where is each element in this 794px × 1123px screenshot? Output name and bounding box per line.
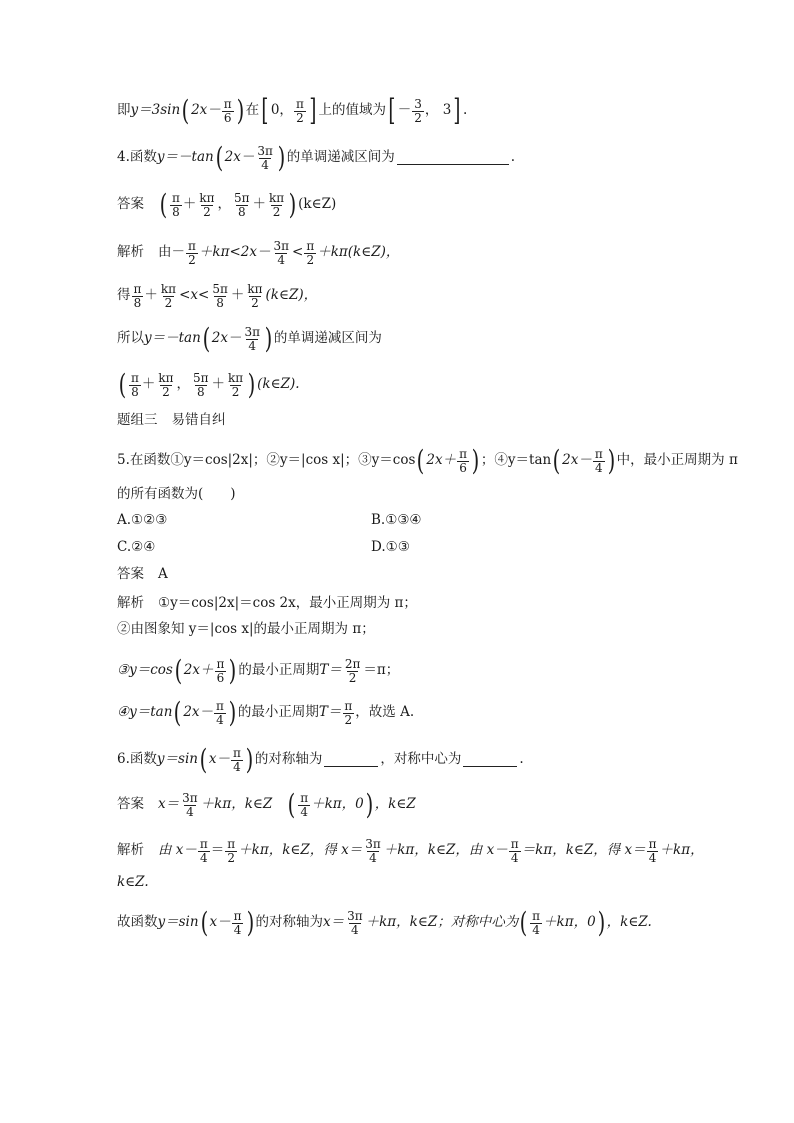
answer-blank — [324, 754, 378, 767]
open-paren: ( — [519, 905, 528, 939]
math-text: ， 3 — [424, 102, 452, 119]
answer-label: 答案 — [117, 196, 144, 213]
math-text: k∈Z. — [117, 874, 149, 890]
fraction — [457, 448, 469, 474]
open-paren: ( — [287, 787, 296, 821]
close-paren: ) — [597, 905, 606, 939]
text: 上的值域为 — [318, 102, 387, 119]
close-bracket: ] — [453, 93, 461, 129]
numerator: π — [216, 657, 225, 671]
math-text: ＋ — [182, 196, 197, 213]
denominator: 8 — [133, 295, 142, 310]
denominator: 8 — [237, 204, 246, 219]
question-5-options-row-1 — [117, 514, 677, 528]
denominator: 2 — [272, 204, 281, 219]
text: 的单调递减区间为 — [286, 149, 395, 166]
math-text: <x< — [179, 287, 210, 304]
fraction — [222, 98, 234, 124]
fraction — [210, 283, 230, 309]
question-4-solution-3 — [117, 321, 382, 355]
math-text: y＝sin — [157, 914, 199, 931]
section-heading — [117, 414, 226, 428]
fraction — [197, 192, 216, 218]
math-text: 5.在函数①y＝cos|2x|；②y＝|cos x|；③y＝cos — [117, 452, 416, 469]
denominator: 4 — [594, 460, 603, 475]
close-paren: ) — [264, 321, 273, 355]
fraction — [593, 448, 605, 474]
math-text: ＋kπ，k∈Z；对称中心为 — [365, 914, 519, 931]
fraction — [159, 283, 178, 309]
solution-label: 解析 — [117, 595, 144, 611]
text: . — [510, 149, 516, 166]
denominator: 2 — [188, 252, 196, 267]
fraction — [294, 98, 306, 124]
question-4-solution-1 — [117, 240, 399, 266]
numerator: π — [233, 909, 242, 923]
denominator: 4 — [510, 850, 519, 865]
open-paren: ( — [215, 140, 223, 174]
math-text: (k∈Z)， — [265, 287, 318, 304]
question-5-solution-1 — [117, 597, 417, 611]
denominator: 8 — [172, 204, 180, 219]
denominator: 2 — [162, 384, 170, 399]
fraction — [191, 372, 211, 398]
solution-label: 解析 — [117, 842, 144, 859]
numerator: kπ — [228, 371, 244, 385]
fraction — [132, 283, 144, 309]
math-text: x－ — [209, 914, 231, 931]
text: 6.函数 — [117, 751, 157, 768]
math-text: ＝ — [210, 842, 225, 859]
numerator: kπ — [158, 371, 174, 385]
fraction — [198, 838, 210, 864]
text: . — [463, 102, 468, 119]
fraction — [245, 283, 264, 309]
denominator: 4 — [216, 712, 224, 727]
option-d[interactable]: D.①③ — [371, 539, 410, 555]
question-6-solution-2 — [117, 876, 149, 890]
question-4-solution-4 — [117, 367, 300, 401]
numerator: kπ — [269, 191, 285, 205]
answer-label: 答案 — [117, 566, 144, 582]
numerator: 3π — [244, 325, 260, 339]
math-text: ＝kπ，k∈Z，得 x＝ — [521, 842, 646, 859]
answer-label: 答案 — [117, 796, 144, 813]
math-text: T＝ — [319, 662, 342, 679]
math-text: y＝－tan — [156, 149, 214, 166]
denominator: 4 — [248, 338, 257, 353]
numerator: π — [295, 97, 304, 111]
math-text: 2x－ — [224, 149, 255, 166]
math-text: ①y＝cos|2x|＝cos 2x，最小正周期为 π； — [158, 595, 417, 611]
numerator: π — [300, 791, 309, 805]
close-paren: ) — [288, 187, 297, 221]
numerator: 3π — [182, 791, 198, 805]
numerator: 2π — [344, 657, 361, 671]
math-text: ；④y＝tan — [480, 452, 552, 469]
open-paren: ( — [174, 653, 183, 687]
math-text: 2x－ — [191, 102, 221, 119]
math-text: T＝ — [318, 704, 342, 721]
denominator: 8 — [196, 384, 205, 399]
fraction — [226, 372, 245, 398]
text: 4.函数 — [117, 149, 157, 166]
question-4-answer — [117, 187, 337, 221]
question-6-answer — [117, 787, 416, 821]
numerator: π — [216, 699, 224, 713]
math-text: ＋kπ，k∈Z — [200, 796, 273, 813]
math-text: x＝ — [322, 914, 345, 931]
numerator: π — [648, 837, 657, 851]
text: 所以 — [117, 330, 144, 347]
denominator: 2 — [231, 384, 240, 399]
fraction — [363, 838, 383, 864]
denominator: 8 — [131, 384, 139, 399]
denominator: 6 — [223, 110, 232, 125]
math-text: 2x＋ — [426, 452, 457, 469]
math-text: y＝－tan — [144, 330, 201, 347]
math-text: ， — [176, 376, 190, 393]
numerator: 3π — [257, 144, 273, 158]
denominator: 2 — [344, 712, 353, 727]
open-paren: ( — [200, 905, 208, 939]
numerator: 3π — [347, 909, 363, 923]
fraction — [647, 838, 659, 864]
denominator: 4 — [277, 252, 286, 267]
numerator: π — [344, 699, 353, 713]
math-text: ＋kπ，k∈Z，由 x－ — [383, 842, 508, 859]
option-c[interactable]: C.②④ — [117, 539, 156, 555]
denominator: 2 — [306, 252, 315, 267]
fraction — [271, 240, 291, 266]
numerator: 5π — [212, 282, 228, 296]
numerator: π — [223, 97, 232, 111]
fraction — [242, 326, 262, 352]
fraction — [156, 372, 175, 398]
text: ，故选 A. — [355, 704, 415, 721]
fraction — [232, 910, 244, 936]
option-a[interactable]: A.①②③ — [117, 512, 168, 528]
math-text: ③y＝cos — [117, 662, 173, 679]
denominator: 2 — [251, 295, 259, 310]
fraction — [214, 700, 226, 726]
math-text: x－ — [208, 751, 231, 768]
math-text: 2x＋ — [183, 662, 214, 679]
math-text: y＝3sin — [130, 102, 181, 119]
text: 的对称轴为 — [254, 751, 323, 768]
denominator: 4 — [261, 157, 269, 172]
denominator: 4 — [200, 850, 208, 865]
math-text: ＋ — [230, 287, 245, 304]
text: 即 — [117, 102, 131, 119]
text: 故函数 — [117, 914, 158, 931]
math-text: － — [397, 102, 412, 119]
numerator: kπ — [247, 282, 263, 296]
question-5-options-row-2 — [117, 541, 677, 555]
fraction — [267, 192, 286, 218]
close-paren: ) — [228, 695, 237, 729]
text: 的最小正周期 — [237, 704, 319, 721]
math-text: ＋ — [252, 196, 267, 213]
math-text: ，k∈Z. — [606, 914, 652, 931]
numerator: 5π — [234, 191, 250, 205]
open-paren: ( — [202, 321, 211, 355]
math-text: ， — [217, 196, 231, 213]
denominator: 4 — [532, 922, 540, 937]
denominator: 4 — [369, 850, 377, 865]
close-paren: ) — [607, 443, 616, 477]
denominator: 4 — [186, 804, 194, 819]
question-6-solution-1 — [117, 838, 704, 864]
fraction — [298, 792, 310, 818]
text: 的对称轴为 — [255, 914, 323, 931]
math-text: < — [292, 244, 304, 261]
fraction — [304, 240, 316, 266]
math-text: ＋ — [211, 376, 226, 393]
numerator: π — [130, 371, 139, 385]
numerator: π — [227, 837, 236, 851]
math-text: (k∈Z) — [298, 196, 337, 213]
question-5-line-2 — [117, 488, 236, 502]
math-text: 2x－ — [211, 330, 242, 347]
math-text: (k∈Z). — [257, 376, 300, 393]
numerator: 3π — [365, 837, 381, 851]
denominator: 2 — [414, 110, 422, 125]
section-title: 易错自纠 — [171, 412, 226, 428]
fraction — [509, 838, 521, 864]
text: 的单调递减区间为 — [273, 330, 382, 347]
fraction — [232, 192, 252, 218]
fraction — [180, 792, 200, 818]
open-paren: ( — [159, 187, 168, 221]
fraction — [129, 372, 141, 398]
numerator: π — [532, 909, 541, 923]
text: 的最小正周期 — [238, 662, 320, 679]
open-paren: ( — [174, 695, 182, 729]
fraction — [170, 192, 182, 218]
math-text: ，k∈Z — [374, 796, 416, 813]
close-paren: ) — [277, 140, 286, 174]
denominator: 4 — [233, 759, 241, 774]
range-result-line — [117, 93, 468, 129]
close-paren: ) — [236, 93, 244, 127]
open-paren: ( — [199, 742, 208, 776]
math-text: ＋kπ，k∈Z，得 x＝ — [238, 842, 363, 859]
denominator: 2 — [227, 850, 236, 865]
math-text: 0， — [270, 102, 293, 119]
fraction — [215, 658, 227, 684]
math-text: ＋kπ，0 — [311, 796, 364, 813]
text: 中，最小正周期为 π — [616, 452, 738, 469]
question-5-solution-3 — [117, 653, 400, 687]
question-6-solution-3 — [117, 905, 652, 939]
denominator: 6 — [459, 460, 467, 475]
fraction — [530, 910, 542, 936]
open-paren: ( — [417, 443, 425, 477]
fraction — [225, 838, 237, 864]
numerator: kπ — [199, 191, 215, 205]
math-text: ＋ — [144, 287, 158, 304]
numerator: kπ — [160, 282, 177, 296]
fraction — [231, 747, 243, 773]
question-4-solution-2 — [117, 283, 317, 309]
numerator: π — [188, 239, 196, 253]
math-text: ②由图象知 y＝|cos x|的最小正周期为 π； — [117, 621, 375, 637]
close-paren: ) — [365, 787, 374, 821]
numerator: π — [594, 447, 603, 461]
answer-blank — [463, 754, 517, 767]
text: ，对称中心为 — [380, 751, 462, 768]
numerator: π — [510, 837, 519, 851]
numerator: π — [306, 239, 315, 253]
section-label: 题组三 — [117, 412, 158, 428]
denominator: 2 — [348, 670, 357, 685]
denominator: 4 — [300, 804, 308, 819]
numerator: 3π — [273, 239, 289, 253]
answer-value: A — [158, 566, 168, 582]
fraction — [255, 145, 275, 171]
solution-label: 解析 — [117, 244, 144, 261]
math-text: 由 x－ — [158, 842, 197, 859]
math-text: ＋kπ(k∈Z)， — [317, 244, 400, 261]
math-text: 2x－ — [562, 452, 592, 469]
open-paren: ( — [552, 443, 561, 477]
math-text: ＋ — [141, 376, 156, 393]
numerator: 5π — [193, 371, 209, 385]
open-paren: ( — [118, 367, 127, 401]
numerator: π — [171, 191, 180, 205]
question-5 — [117, 443, 738, 477]
question-5-solution-2 — [117, 623, 375, 637]
fraction — [343, 658, 363, 684]
open-paren: ( — [181, 93, 190, 127]
math-text: ＋kπ，0 — [543, 914, 596, 931]
math-text: 由－ — [158, 244, 185, 261]
close-paren: ) — [247, 367, 256, 401]
denominator: 4 — [648, 850, 657, 865]
question-5-solution-4 — [117, 695, 415, 729]
denominator: 2 — [203, 204, 211, 219]
math-text: ＝π； — [363, 662, 400, 679]
math-text: 2x－ — [183, 704, 214, 721]
close-paren: ) — [471, 443, 480, 477]
fraction — [186, 240, 198, 266]
option-b[interactable]: B.①③④ — [371, 512, 422, 528]
close-paren: ) — [246, 905, 254, 939]
fraction — [412, 98, 424, 124]
numerator: π — [133, 282, 142, 296]
text: 的所有函数为( ) — [117, 486, 236, 502]
denominator: 4 — [351, 922, 359, 937]
text: 得 — [117, 287, 131, 304]
numerator: π — [233, 746, 241, 760]
math-text: y＝sin — [156, 751, 198, 768]
numerator: 3 — [414, 97, 422, 111]
math-text: ＋kπ<2x－ — [198, 244, 271, 261]
denominator: 2 — [296, 110, 304, 125]
open-bracket: [ — [261, 93, 269, 129]
math-text: ＋kπ， — [659, 842, 704, 859]
denominator: 2 — [164, 295, 173, 310]
math-text: x＝ — [158, 796, 180, 813]
denominator: 6 — [216, 670, 225, 685]
question-4 — [117, 140, 516, 174]
fraction — [345, 910, 365, 936]
numerator: π — [459, 447, 467, 461]
answer-blank — [397, 152, 509, 165]
math-text: ④y＝tan — [117, 704, 173, 721]
question-6 — [117, 742, 524, 776]
close-bracket: ] — [309, 93, 317, 129]
close-paren: ) — [245, 742, 254, 776]
text: . — [519, 751, 524, 768]
open-bracket: [ — [388, 93, 396, 129]
text: 在 — [245, 102, 260, 119]
numerator: π — [199, 837, 208, 851]
denominator: 4 — [233, 922, 242, 937]
denominator: 8 — [216, 295, 224, 310]
close-paren: ) — [229, 653, 237, 687]
fraction — [342, 700, 354, 726]
question-5-answer — [117, 568, 168, 582]
